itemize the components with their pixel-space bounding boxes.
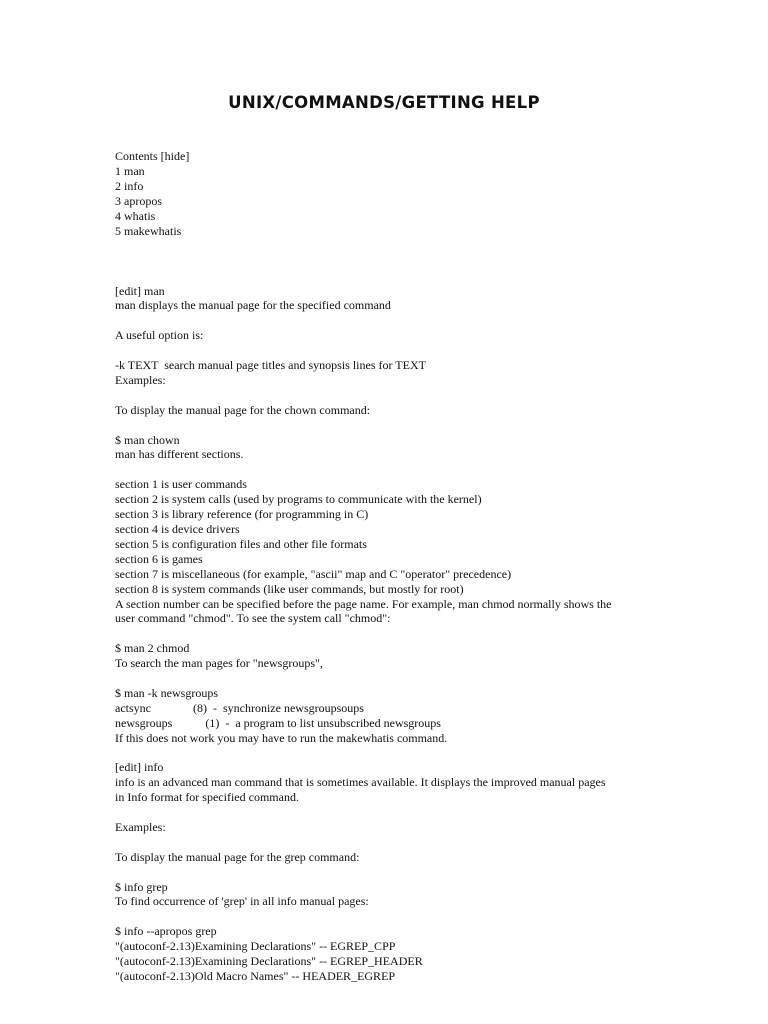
text-line: A useful option is: [115, 328, 204, 342]
text-line: A section number can be specified before the page name. For example, man chmod normally shows the [115, 597, 612, 611]
text-line: section 4 is device drivers [115, 522, 240, 536]
text-line: Examples: [115, 820, 166, 834]
output-line: "(autoconf-2.13)Examining Declarations" -- EGREP_HEADER [115, 954, 423, 968]
text-line: in Info format for specified command. [115, 790, 299, 804]
command-line: $ info grep [115, 880, 168, 894]
text-line: section 5 is configuration files and other file formats [115, 537, 367, 551]
command-line: $ man 2 chmod [115, 641, 190, 655]
toc-item-makewhatis: 5 makewhatis [115, 224, 182, 238]
output-line: "(autoconf-2.13)Old Macro Names" -- HEADER_EGREP [115, 969, 396, 983]
command-line: $ man chown [115, 433, 180, 447]
toc-item-apropos: 3 apropos [115, 194, 162, 208]
text-line: section 8 is system commands (like user commands, but mostly for root) [115, 582, 464, 596]
text-line: man displays the manual page for the specified command [115, 298, 391, 312]
toc-heading: Contents [hide] [115, 149, 190, 163]
section-heading-info: [edit] info [115, 760, 164, 774]
text-line: To find occurrence of 'grep' in all info manual pages: [115, 894, 369, 908]
toc-item-whatis: 4 whatis [115, 209, 156, 223]
page-title: UNIX/COMMANDS/GETTING HELP [228, 93, 540, 112]
command-line: $ info --apropos grep [115, 924, 217, 938]
toc-item-info: 2 info [115, 179, 144, 193]
text-line: section 3 is library reference (for programming in C) [115, 507, 369, 521]
text-line: To display the manual page for the grep command: [115, 850, 360, 864]
section-heading-man: [edit] man [115, 284, 165, 298]
output-line: "(autoconf-2.13)Examining Declarations" -- EGREP_CPP [115, 939, 396, 953]
text-line: man has different sections. [115, 447, 244, 461]
text-line: user command "chmod". To see the system call "chmod": [115, 611, 391, 625]
text-line: section 6 is games [115, 552, 203, 566]
toc-item-man: 1 man [115, 164, 145, 178]
output-line: newsgroups (1) - a program to list unsubscribed newsgroups [115, 716, 441, 730]
text-line: section 1 is user commands [115, 477, 247, 491]
text-line: Examples: [115, 373, 166, 387]
text-line: info is an advanced man command that is sometimes available. It displays the improved manual pages [115, 775, 606, 789]
text-line: If this does not work you may have to run the makewhatis command. [115, 731, 448, 745]
text-line: To display the manual page for the chown command: [115, 403, 371, 417]
text-line: section 7 is miscellaneous (for example, "ascii" map and C "operator" precedence) [115, 567, 512, 581]
command-line: $ man -k newsgroups [115, 686, 218, 700]
text-line: -k TEXT search manual page titles and synopsis lines for TEXT [115, 358, 426, 372]
output-line: actsync (8) - synchronize newsgroupsoups [115, 701, 364, 715]
text-line: section 2 is system calls (used by programs to communicate with the kernel) [115, 492, 482, 506]
text-line: To search the man pages for "newsgroups", [115, 656, 323, 670]
